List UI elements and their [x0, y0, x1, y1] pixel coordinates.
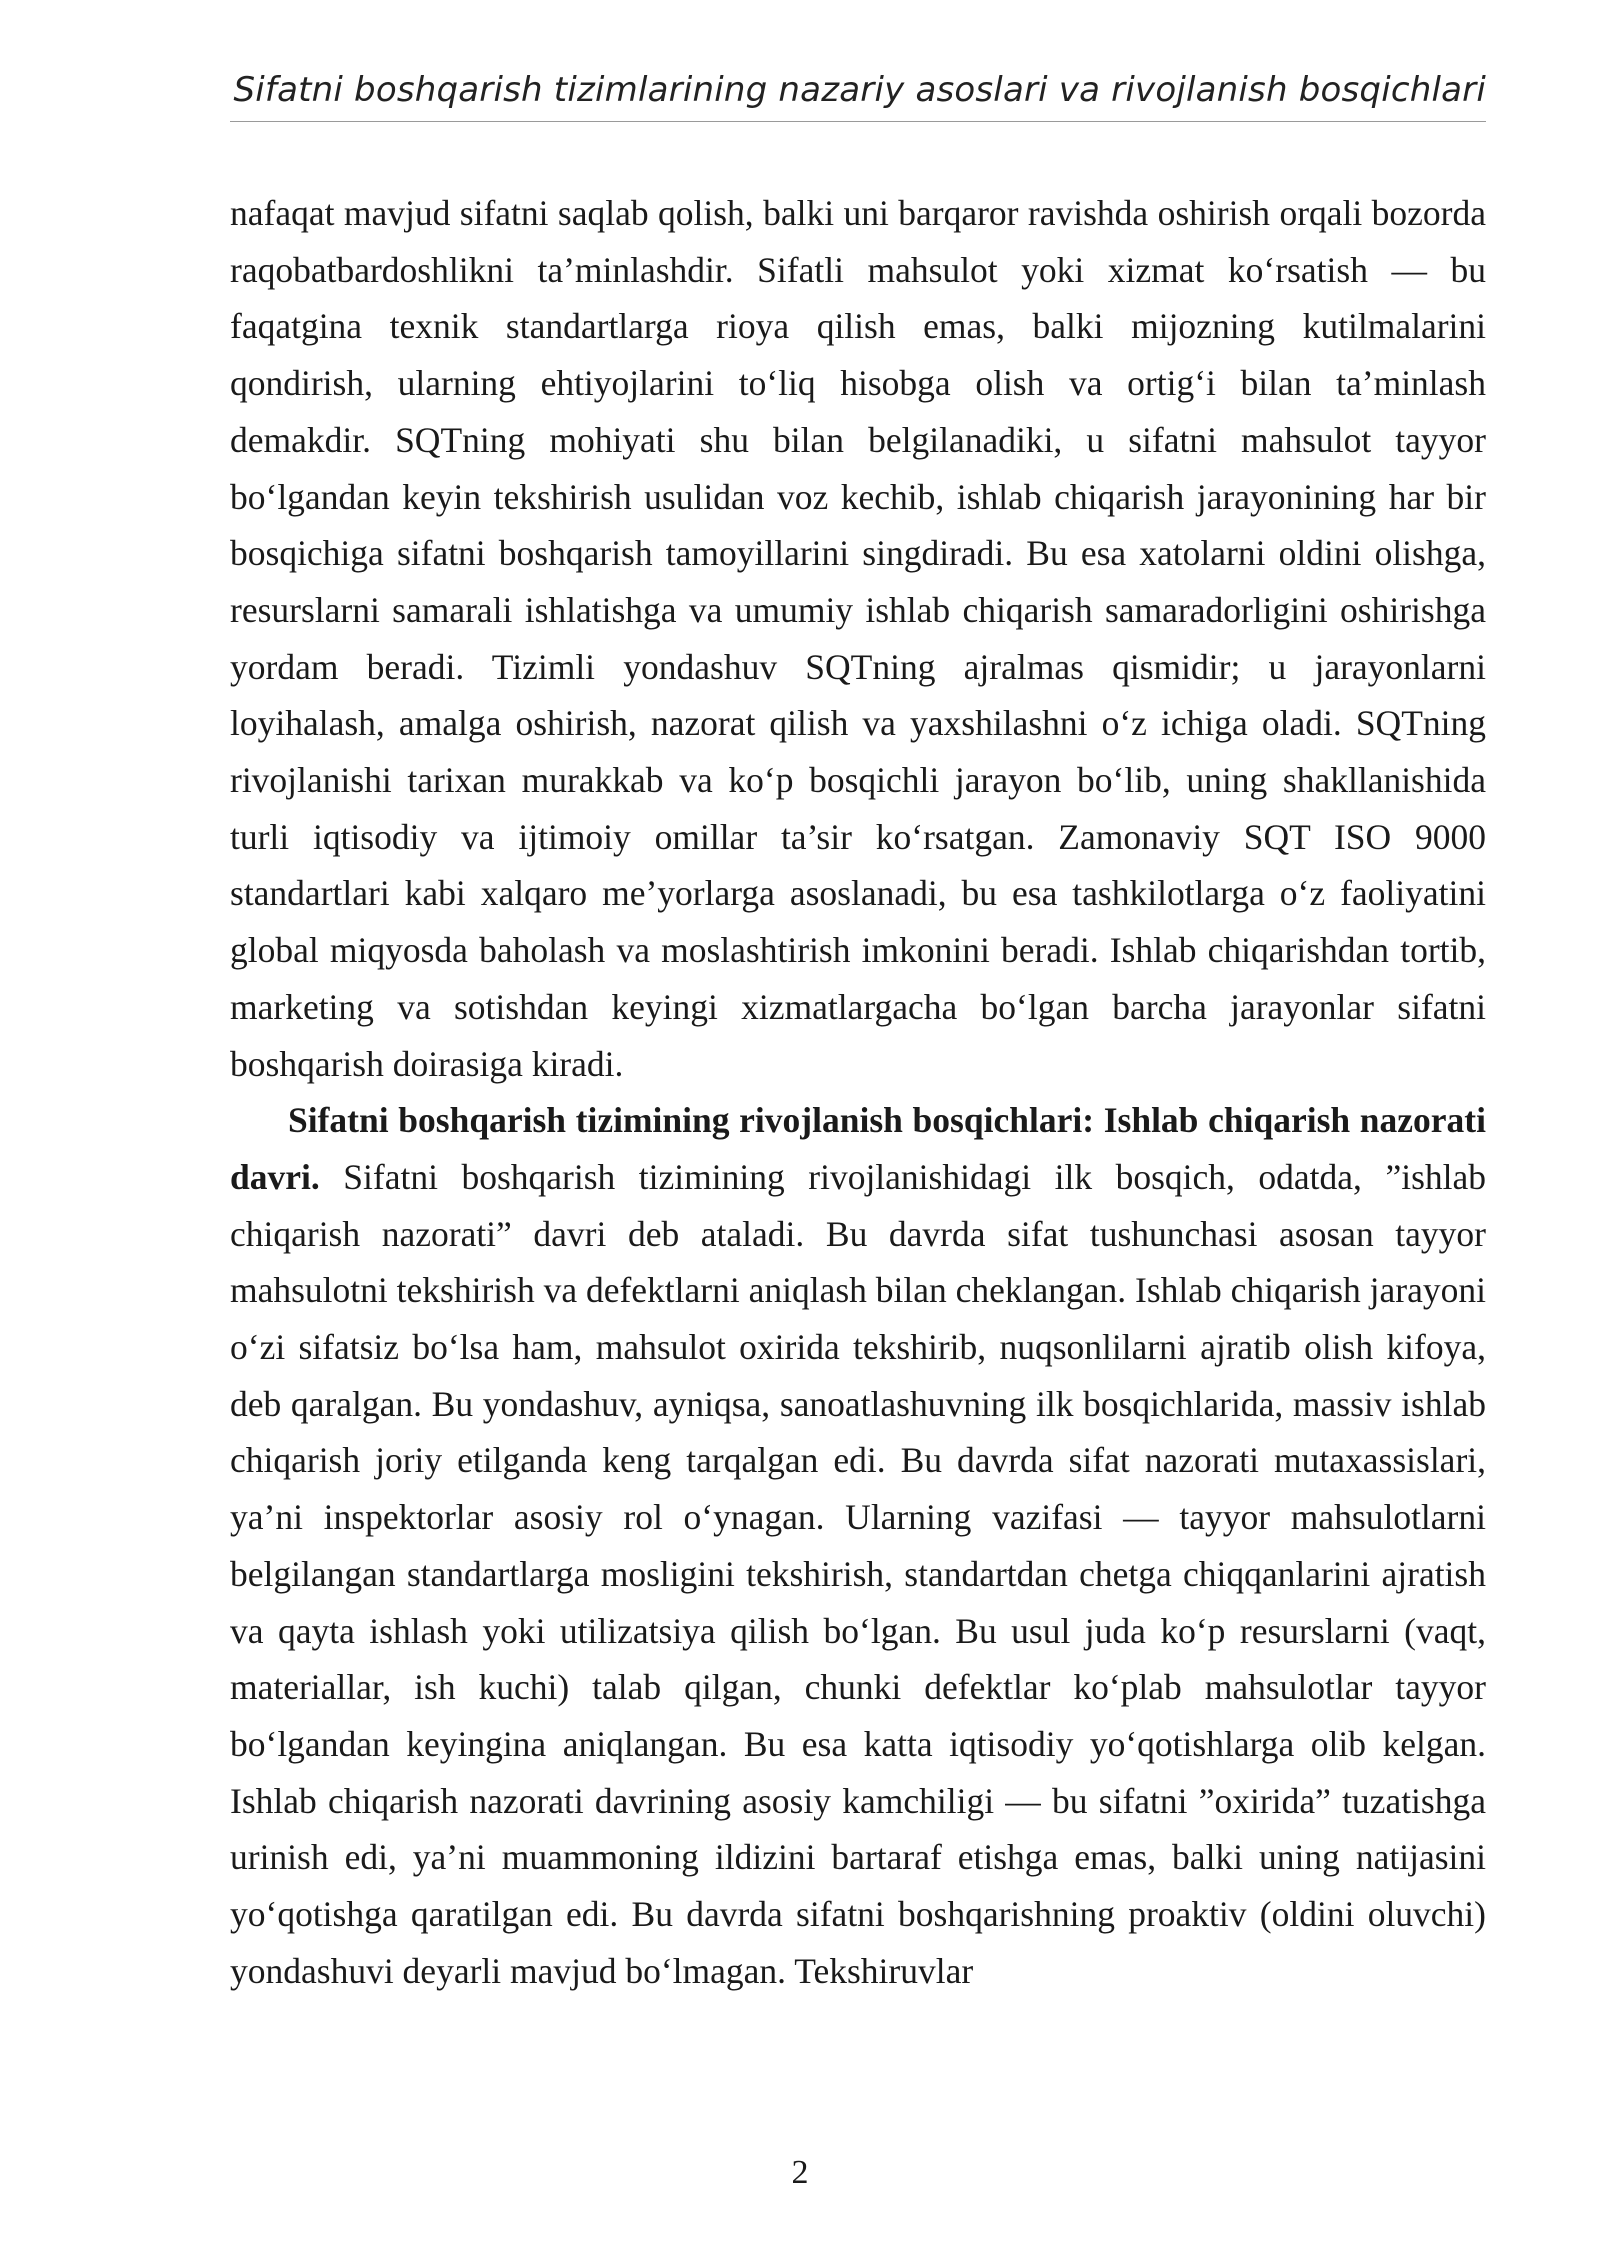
- running-header: Sifatni boshqarish tizimlarining nazariy asoslari va rivojlanish bosqichlari: [233, 70, 1486, 110]
- paragraph-text: Sifatni boshqarish tizimining rivojlanishidagi ilk bosqich, odatda, ”ishlab chiqarish nazorati” davri deb ataladi. Bu davrda sifat tushunchasi asosan tayyor mahsulotni tekshirish va defektlarni aniqlash bilan cheklangan. Ishlab chiqarish jarayoni o‘zi sifatsiz bo‘lsa ham, mahsulot oxirida tekshirib, nuqsonlilarni ajratib olish kifoya, deb qaralgan. Bu yondashuv, ayniqsa, sanoatlashuvning ilk bosqichlarida, massiv ishlab chiqarish joriy etilganda keng tarqalgan edi. Bu davrda sifat nazorati mutaxassislari, ya’ni inspektorlar asosiy rol o‘ynagan. Ularning vazifasi — tayyor mahsulotlarni belgilangan standartlarga mosligini tekshirish, standartdan chetga chiqqanlarini ajratish va qayta ishlash yoki utilizatsiya qilish bo‘lgan. Bu usul juda ko‘p resurslarni (vaqt, materiallar, ish kuchi) talab qilgan, chunki defektlar ko‘plab mahsulotlar tayyor bo‘lgandan keyingina aniqlangan. Bu esa katta iqtisodiy yo‘qotishlarga olib kelgan. Ishlab chiqarish nazorati davrining asosiy kamchiligi — bu sifatni ”oxirida” tuzatishga urinish edi, ya’ni muammoning ildizini bartaraf etishga emas, balki uning natijasini yo‘qotishga qaratilgan edi. Bu davrda sifatni boshqarishning proaktiv (oldini oluvchi) yondashuvi deyarli mavjud bo‘lmagan. Tekshiruvlar: [230, 1156, 1487, 1991]
- paragraph: [230, 1092, 1486, 1999]
- header-divider: [230, 121, 1486, 122]
- body-text: [230, 185, 1486, 2000]
- page-number: 2: [791, 2154, 809, 2191]
- paragraph: nafaqat mavjud sifatni saqlab qolish, balki uni barqaror ravishda oshirish orqali bozorda raqobatbardoshlikni ta’minlashdir. Sifatli mahsulot yoki xizmat ko‘rsatish — bu faqatgina texnik standartlarga rioya qilish emas, balki mijozning kutilmalarini qondirish, ularning ehtiyojlarini to‘liq hisobga olish va ortig‘i bilan ta’minlash demakdir. SQTning mohiyati shu bilan belgilanadiki, u sifatni mahsulot tayyor bo‘lgandan keyin tekshirish usulidan voz kechib, ishlab chiqarish jarayonining har bir bosqichiga sifatni boshqarish tamoyillarini singdiradi. Bu esa xatolarni oldini olishga, resurslarni samarali ishlatishga va umumiy ishlab chiqarish samaradorligini oshirishga yordam beradi. Tizimli yondashuv SQTning ajralmas qismidir; u jarayonlarni loyihalash, amalga oshirish, nazorat qilish va yaxshilashni o‘z ichiga oladi. SQTning rivojlanishi tarixan murakkab va ko‘p bosqichli jarayon bo‘lib, uning shakllanishida turli iqtisodiy va ijtimoiy omillar ta’sir ko‘rsatgan. Zamonaviy SQT ISO 9000 standartlari kabi xalqaro me’yorlarga asoslanadi, bu esa tashkilotlarga o‘z faoliyatini global miqyosda baholash va moslashtirish imkonini beradi. Ishlab chiqarishdan tortib, marketing va sotishdan keyingi xizmatlargacha bo‘lgan barcha jarayonlar sifatni boshqarish doirasiga kiradi.: [230, 193, 1486, 1084]
- section-heading: Sifatni boshqarish tizimining rivojlanish bosqichlari: Ishlab chiqarish nazorati davri.: [230, 1100, 1486, 1197]
